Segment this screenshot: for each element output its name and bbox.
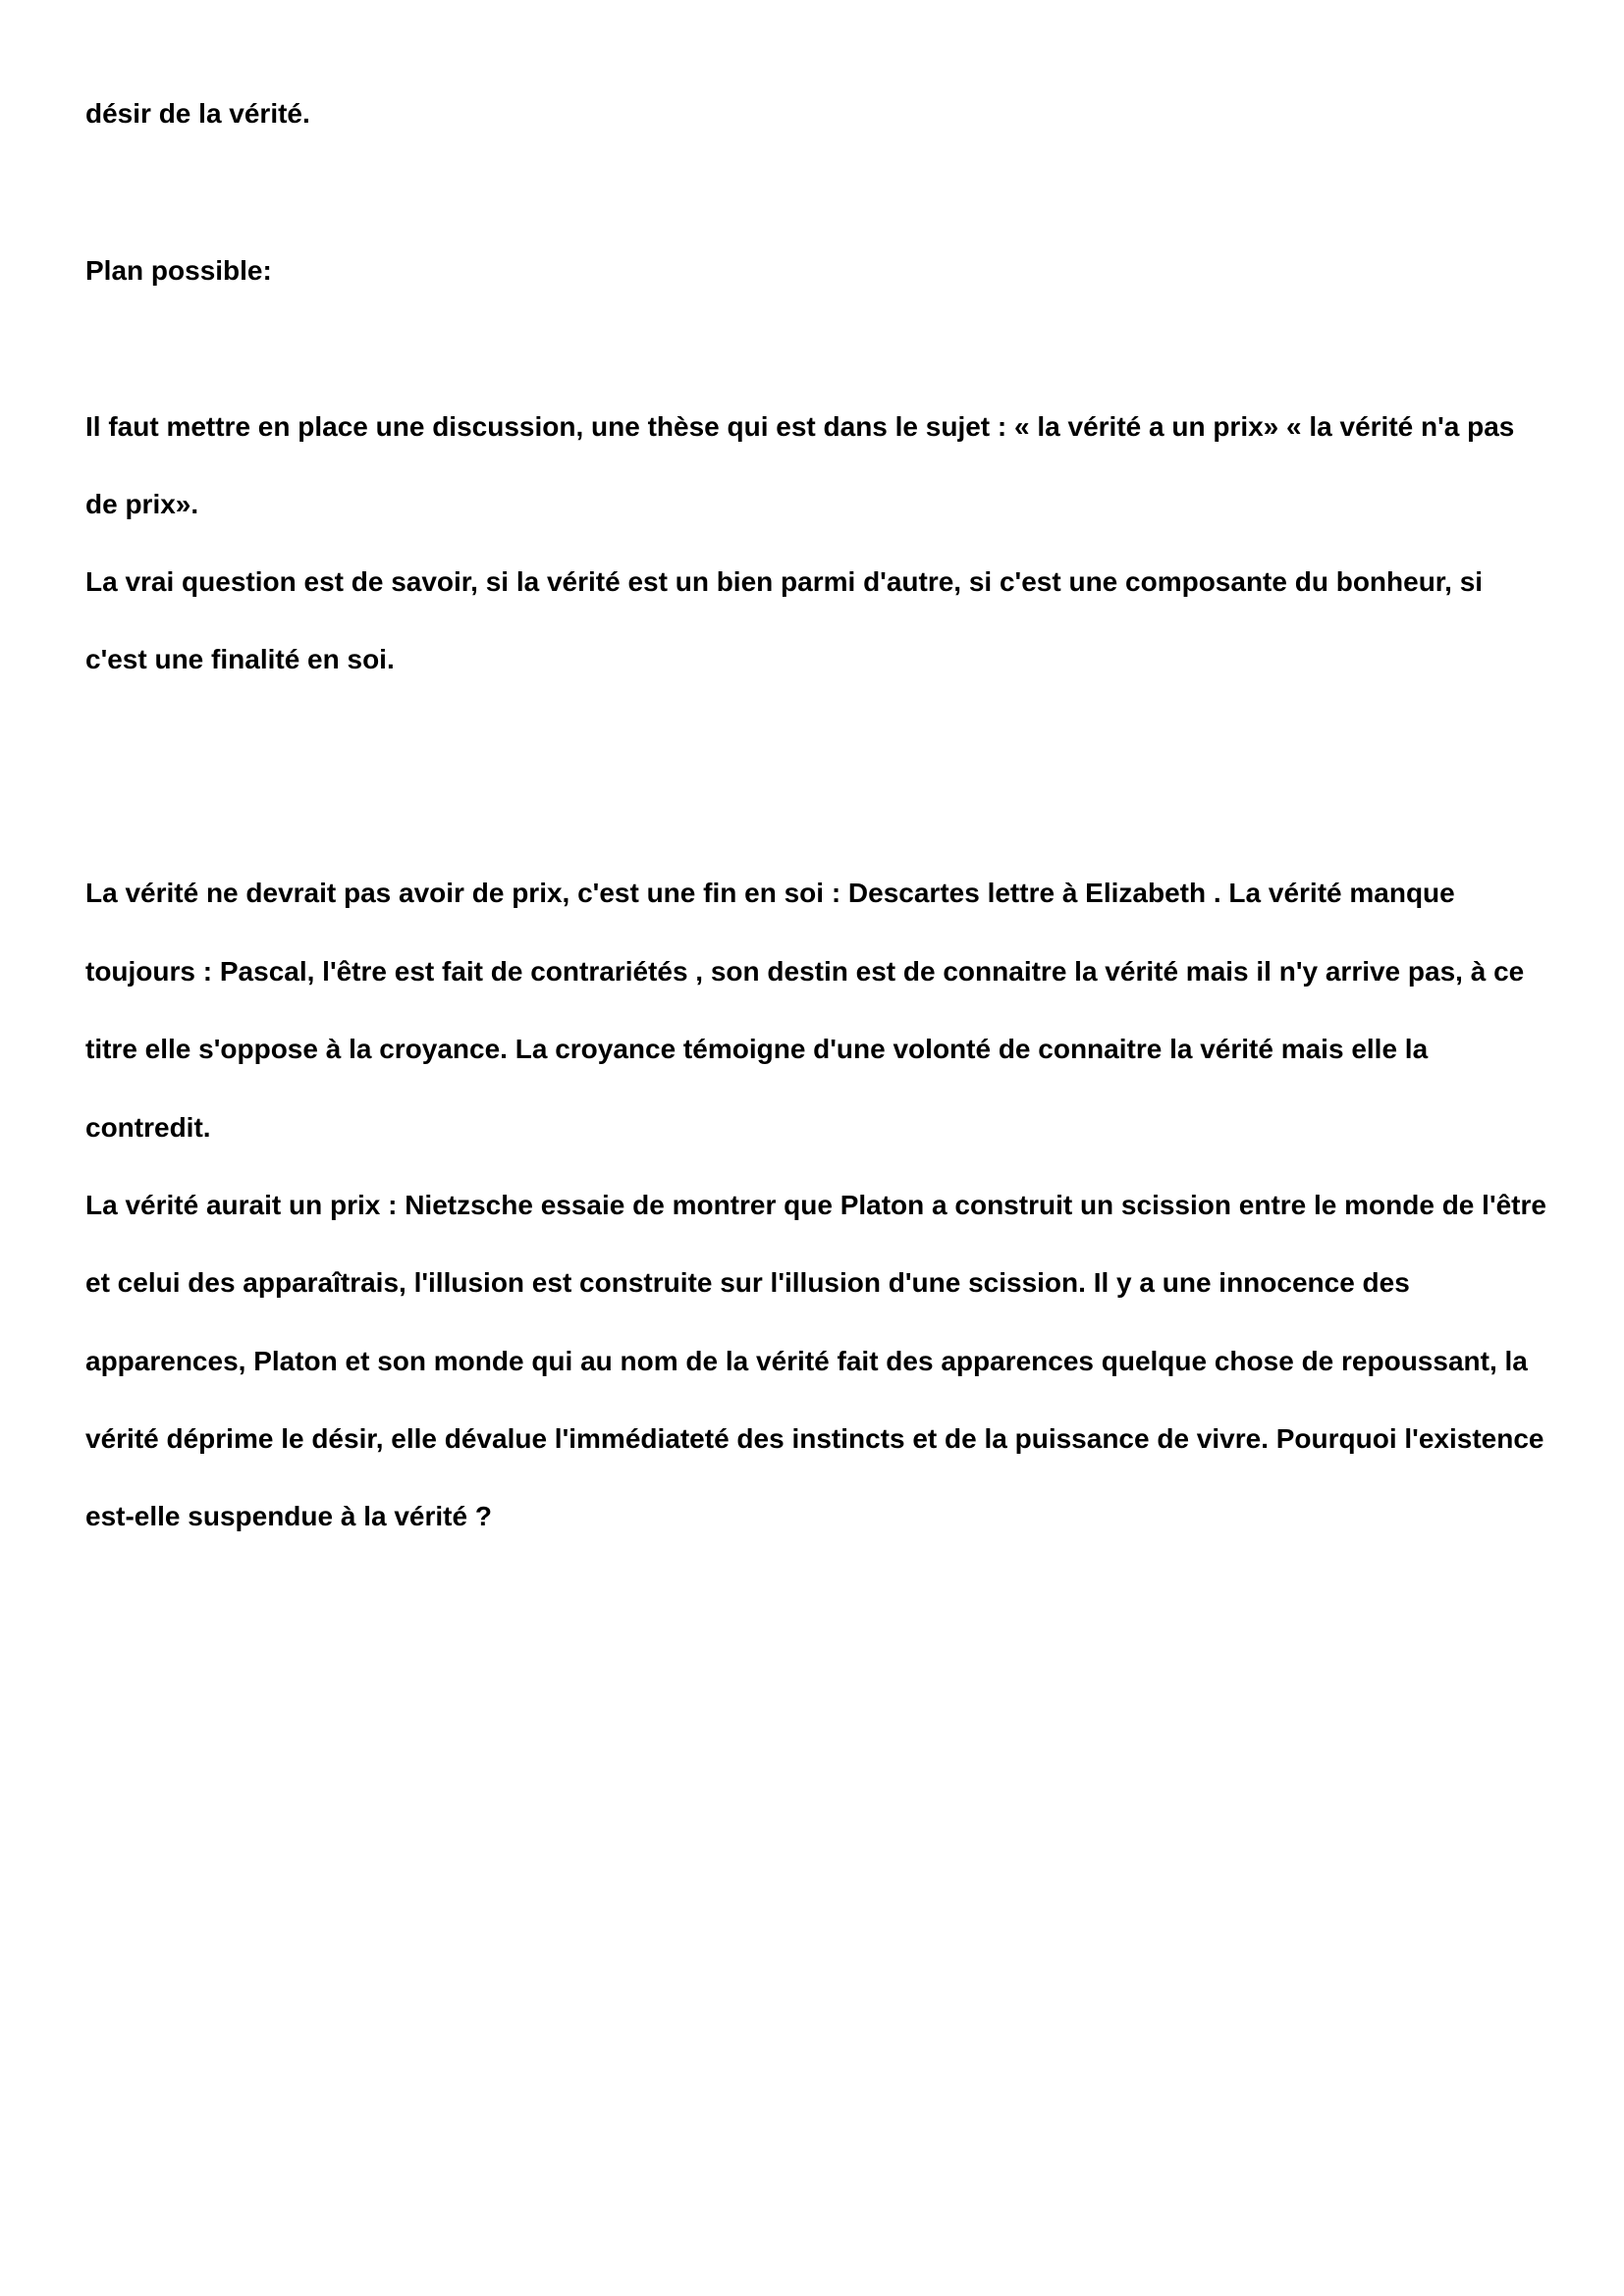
- text-line-contredit: contredit.: [85, 1112, 211, 1143]
- text-line-desir-deprime: vérité déprime le désir, elle dévalue l'immédiateté des instincts et de la puissance de vivre. Pourquoi l'existence: [85, 1423, 1544, 1454]
- text-line-apparences: apparences, Platon et son monde qui au nom de la vérité fait des apparences quelque chose de repoussant, la: [85, 1346, 1528, 1376]
- text-line-suspendue: est-elle suspendue à la vérité ?: [85, 1501, 492, 1531]
- heading-plan-possible: Plan possible:: [85, 255, 272, 286]
- text-line-fin-en-soi: La vérité ne devrait pas avoir de prix, c'est une fin en soi : Descartes lettre à Elizabeth . La vérité manque: [85, 878, 1455, 908]
- text-line-croyance: titre elle s'oppose à la croyance. La croyance témoigne d'une volonté de connaitre la vérité mais elle la: [85, 1034, 1429, 1064]
- text-line-vrai-question: La vrai question est de savoir, si la vérité est un bien parmi d'autre, si c'est une composante du bonheur, si: [85, 566, 1484, 597]
- text-line-apparaitrais: et celui des apparaîtrais, l'illusion est construite sur l'illusion d'une scission. Il y a une innocence des: [85, 1267, 1410, 1298]
- text-line-desir: désir de la vérité.: [85, 98, 310, 129]
- text-line-pascal: toujours : Pascal, l'être est fait de contrariétés , son destin est de connaitre la vérité mais il n'y arrive pas, à ce: [85, 956, 1525, 987]
- text-line-de-prix: de prix».: [85, 489, 199, 519]
- text-line-discussion: Il faut mettre en place une discussion, une thèse qui est dans le sujet : « la vérité a un prix» « la vérité n'a pas: [85, 411, 1515, 442]
- text-line-nietzsche: La vérité aurait un prix : Nietzsche essaie de montrer que Platon a construit un scission entre le monde de l'être: [85, 1190, 1546, 1220]
- text-line-finalite: c'est une finalité en soi.: [85, 644, 395, 674]
